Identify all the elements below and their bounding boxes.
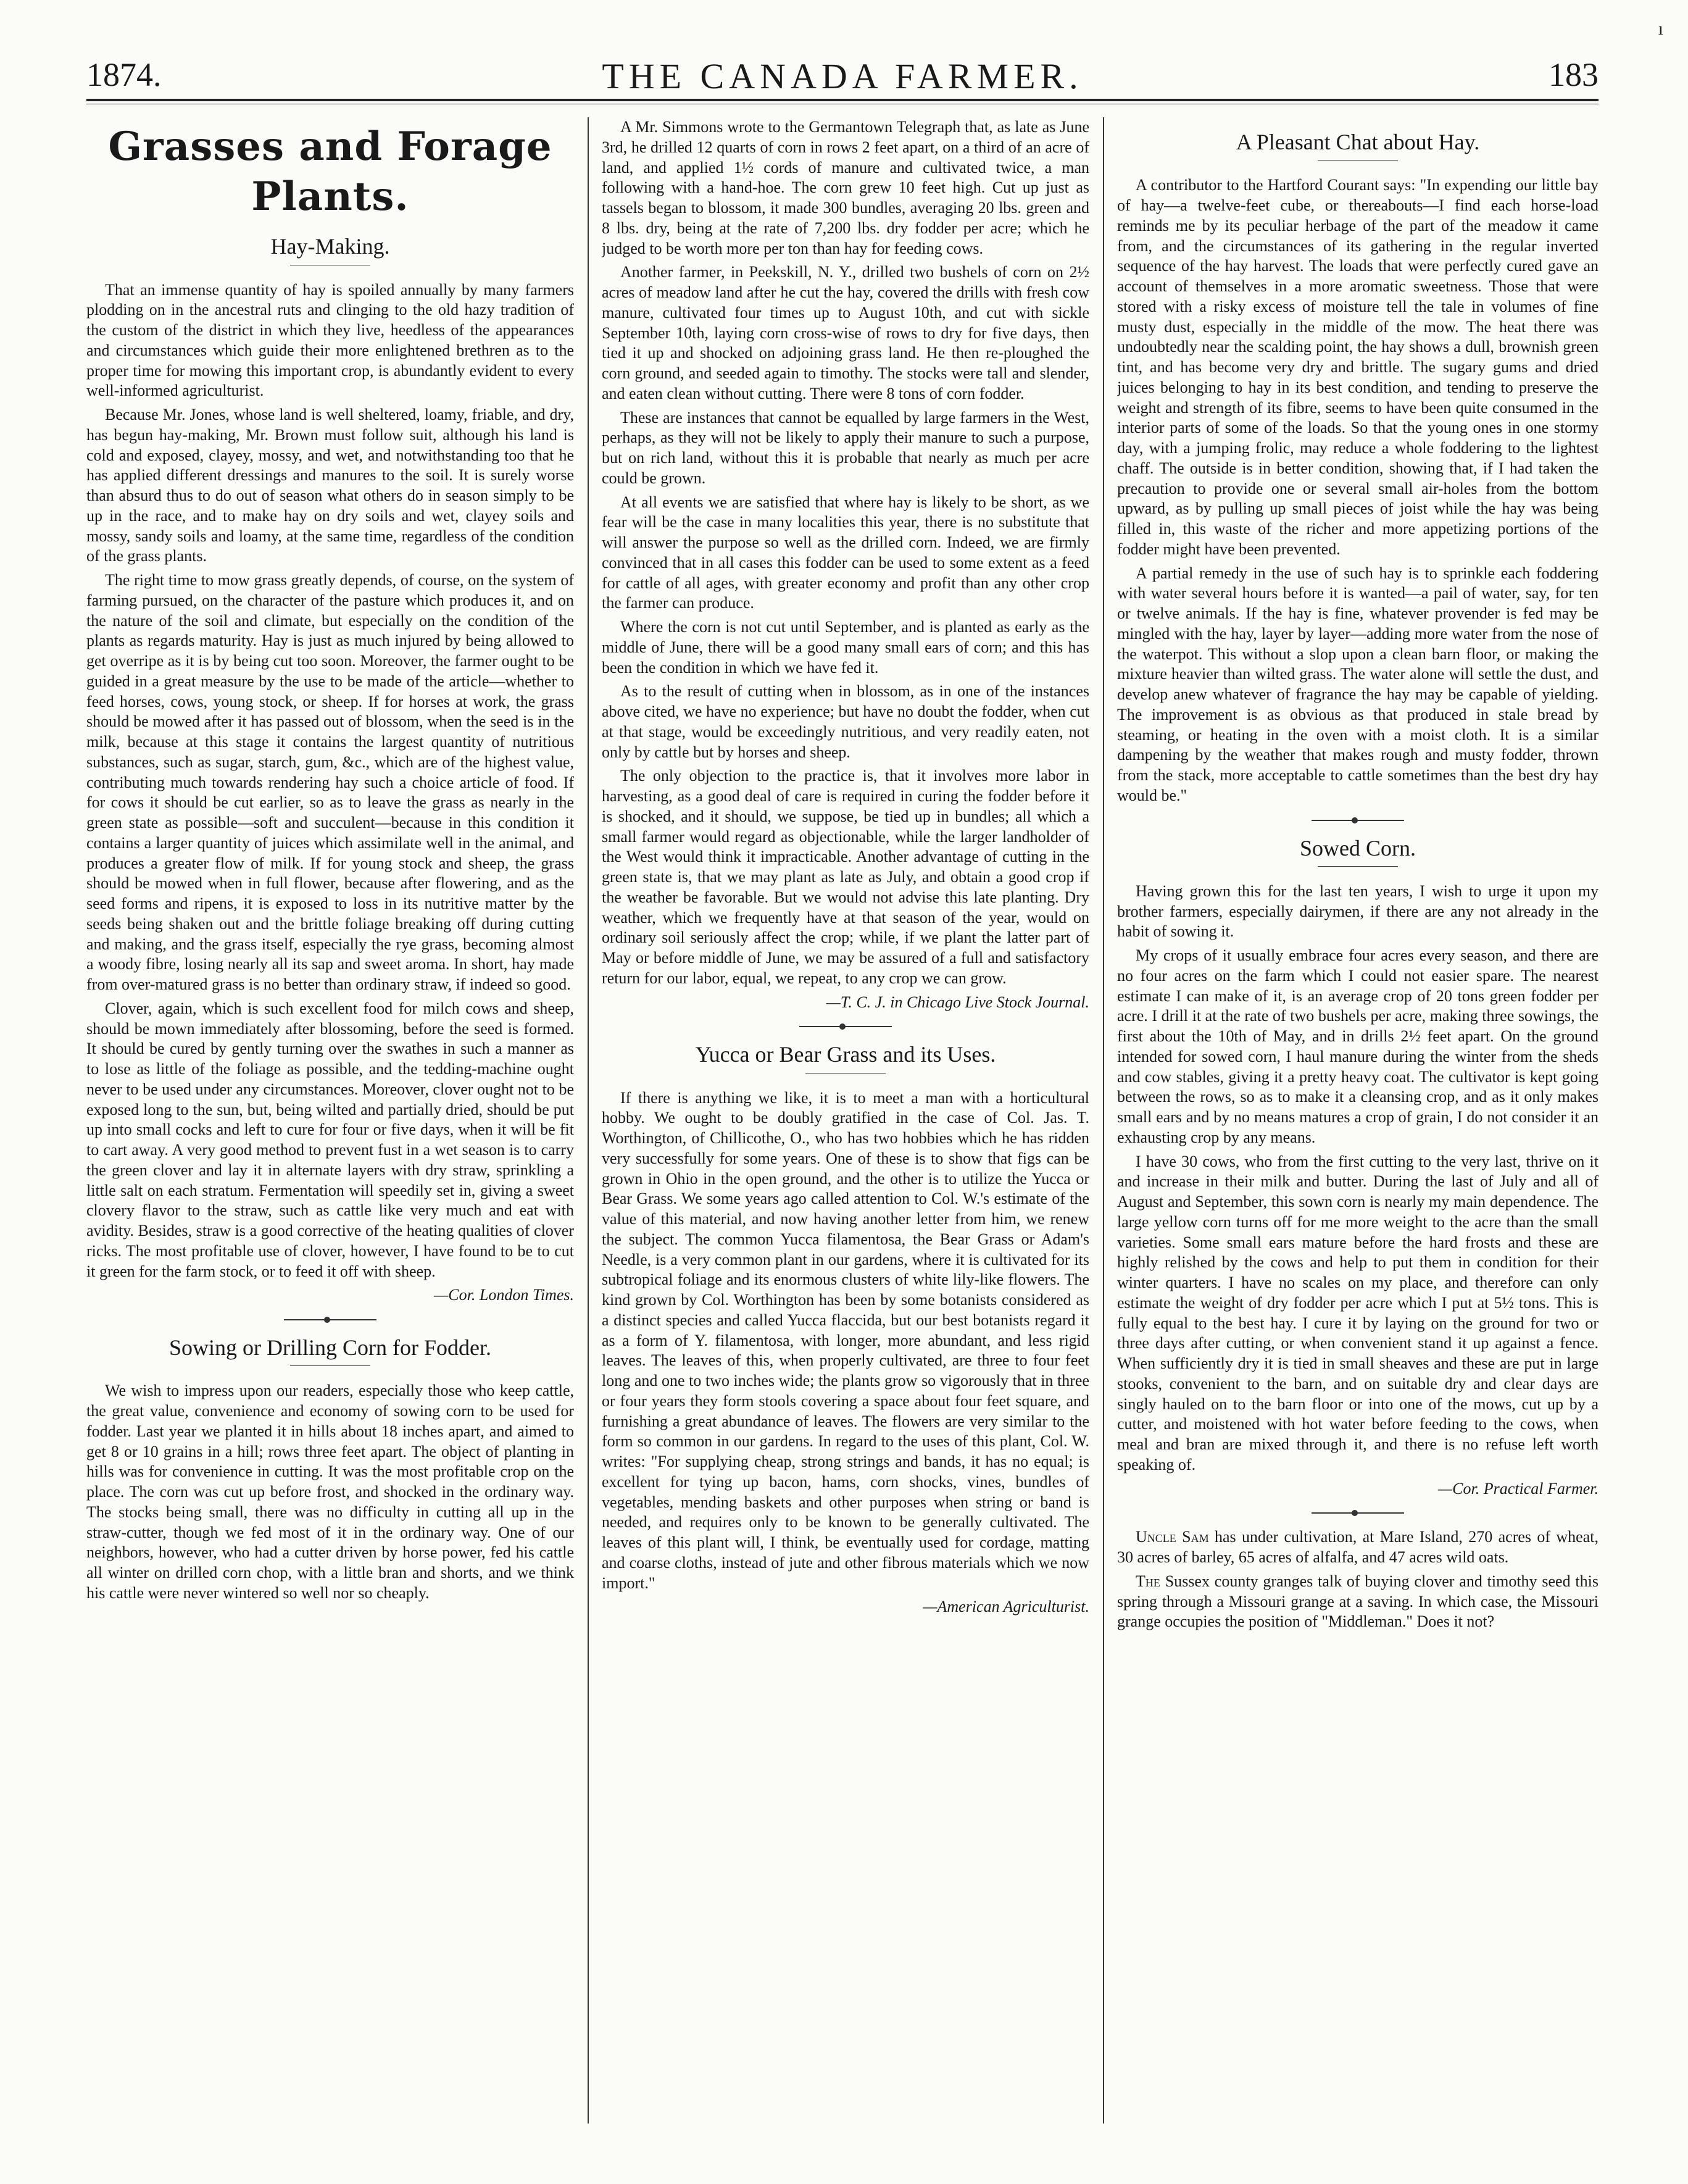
paragraph: Another farmer, in Peekskill, N. Y., drilled two bushels of corn on 2½ acres of meadow land after he cut the hay, covered the drills with fresh cow manure, cultivated four times up to August 10th, and cut with sickle September 10th, laying corn cross-wise of rows to dry for five days, then tied it up and shocked on adjoining grass land. He then re-ploughed the corn ground, and seeded again to timothy. The stocks were tall and slender, and eaten clean without cutting. There were 8 tons of corn fodder. [602,263,1089,402]
column-rule-2 [1103,117,1104,2124]
paragraph: Where the corn is not cut until September, and is planted as early as the middle of June, there will be a good many small ears of corn; and this has been the condition in which we have fed it. [602,618,1089,677]
paragraph: The right time to mow grass greatly depends, of course, on the system of farming pursued, on the character of the pasture which produces it, and on the nature of the soil and climate, but especially on the condition of the plants as regards maturity. Hay is just as much injured by being allowed to get overripe as it is by being cut too soon. Moreover, the farmer ought to be guided in a great measure by the use to be made of the article—whether to feed horses, cows, young stock, or sheep. If for horses at work, the grass should be mowed after it has passed out of blossom, when the seed is in the milk, because at this stage it contains the largest quantity of nutritious substances, such as sugar, starch, gum, &c., which are of the highest value, contributing much towards rendering hay such a choice article of food. If for cows it should be cut earlier, so as to leave the grass as nearly in the green state as possible—soft and succulent—because in this condition it contains a larger quantity of juices which assimilate well in the animal, and produces a greater flow of milk. If for young stock and sheep, the grass should be mowed when in full flower, because after flowering, and as the seed forms and ripens, it is exposed to loss in its nutritive matter by the seeds being shaken out and the brittle foliage breaking off during cutting and making, and the grass itself, especially the rye grass, becoming almost a woody fibre, losing nearly all its sap and sweet aroma. In short, hay made from over-matured grass is no better than ordinary straw, if indeed so good. [86,571,574,994]
header-page-number: 183 [1549,56,1599,93]
header-year: 1874. [86,56,162,93]
article-signature: —Cor. London Times. [434,1286,574,1304]
column-1 [86,117,574,2124]
article-divider [1312,1512,1404,1514]
title-rule [1318,866,1398,867]
paragraph: My crops of it usually embrace four acres every season, and there are no four acres on the farm which I could not easier spare. The nearest estimate I can make of it, is an average crop of 20 tons green fodder per acre. I drill it at the rate of two bushels per acre, making three sowings, the first about the 10th of May, and in drills 2½ feet apart. On the ground intended for sowed corn, I haul manure during the winter from the sheds and cow stables, giving it a pretty heavy coat. The cultivator is kept going between the rows, so as to make it a cleansing crop, and as it only makes small ears and by no means matures a crop of grain, I do not consider it an exhausting crop by any means. [1117,946,1599,1146]
paragraph: A contributor to the Hartford Courant says: "In expending our little bay of hay—a twelve-feet cube, or thereabouts—I find each horse-load reminds me by its peculiar herbage of the part of the meadow it came from, and the circumstances of its gathering in the regular inverted sequence of the hay harvest. The loads that were perfectly cured gave an account of themselves in a more aromatic sweetness. Those that were stored with a risky excess of moisture tell the tale in volumes of fine musty dust, especially in the middle of the mow. The heat there was undoubtedly near the scalding point, the hay shows a dull, brownish green tint, and has become very dry and brittle. The sugary gums and dried juices belonging to hay in its best condition, and tending to preserve the weight and strength of its fibre, seems to have been quite consumed in the interior parts of some of the loads. So that the young ones in one stormy day, with a jumping frolic, may reduce a whole foddering to the lightest chaff. The outside is in better condition, showing that, if I had taken the precaution to provide one or several small air-holes from the bottom upward, as by pulling up small pieces of joist while the hay was being filled in, this waste of the richer and more appetizing portions of the fodder might have been prevented. [1117,176,1599,558]
paragraph: A Mr. Simmons wrote to the Germantown Telegraph that, as late as June 3rd, he drilled 12 quarts of corn in rows 2 feet apart, on a third of an acre of land, and applied 1½ cords of manure and cultivated twice, a man following with a hand-hoe. The corn grew 10 feet high. Cut up just as tassels began to blossom, it made 300 bundles, averaging 20 lbs. green and 8 lbs. dry, being at the rate of 7,200 lbs. dry fodder per acre; which he judged to be worth more per ton than hay for feeding cows. [602,118,1089,257]
article-signature: —Cor. Practical Farmer. [1438,1479,1599,1498]
paragraph: A partial remedy in the use of such hay is to sprinkle each foddering with water several hours before it is wanted—a pail of water, say, for ten or twelve animals. If the hay is fine, whatever provender is fed may be mingled with the hay, layer by layer—adding more water from the nose of the waterpot. This without a slop upon a clean barn floor, or making the mixture heavier than wilted grass. The water alone will settle the dust, and develop anew whatever of fragrance the hay may be capable of yielding. The improvement is as obvious as that produced in stale bread by steaming, or heating in the oven with a moist cloth. It is a similar dampening by the weather that makes rough and musty fodder, thrown from the stack, more acceptable to cattle sometimes than the best dry hay would be." [1117,564,1599,804]
paragraph: These are instances that cannot be equalled by large farmers in the West, perhaps, as they will not be likely to apply their manure to such a purpose, but on rich land, without this it is probable that nearly as much per acre could be grown. [602,408,1089,487]
section-title: Grasses and Forage Plants. [108,123,552,220]
paragraph: As to the result of cutting when in blossom, as in one of the instances above cited, we have no experience; but have no doubt the fodder, when cut at that stage, would be exceedingly nutritious, and very readily eaten, not only by cattle but by horses and sheep. [602,682,1089,761]
title-rule [290,1365,370,1366]
article-title-sowing-corn: Sowing or Drilling Corn for Fodder. [169,1335,491,1361]
article-divider [284,1319,376,1320]
header-rule [86,99,1599,101]
article-title-pleasant-chat: A Pleasant Chat about Hay. [1236,130,1480,154]
article-signature: —American Agriculturist. [923,1598,1089,1616]
paragraph: Because Mr. Jones, whose land is well sheltered, loamy, friable, and dry, has begun hay-making, Mr. Brown must follow suit, although his land is cold and exposed, clayey, mossy, and wet, and notwithstanding too that he has applied different dressings and manures to the soil. It is surely worse than absurd thus to do out of season what others do in season simply to be up in the race, and to make hay on dry soils and wet, clayey soils and mossy, sandy soils and loamy, at the same time, regardless of the condition of the grass plants. [86,406,574,565]
article-signature: —T. C. J. in Chicago Live Stock Journal. [826,993,1089,1011]
paragraph: At all events we are satisfied that where hay is likely to be short, as we fear will be the case in many localities this year, there is no substitute that will answer the purpose so well as the drilled corn. Indeed, we are firmly convinced that in all cases this fodder can be used to some extent as a feed for cattle of all ages, with greater economy and profit than any other crop the farmer can produce. [602,493,1089,612]
news-note-lead: Uncle Sam [1136,1528,1209,1546]
paragraph: I have 30 cows, who from the first cutting to the very last, thrive on it and increase in their milk and butter. During the last of July and all of August and September, this sown corn is nearly my main dependence. The large yellow corn turns off for me more weight to the acre than the small varieties. Some small ears mature before the hard frosts and these are highly relished by the cows and help to put them in condition for their winter quarters. I have no scales on my place, and therefore can only estimate the weight of dry fodder per acre which I put at 5½ tons. This is fully equal to the best hay. I cure it by laying on the ground for two or three days after cutting, or when convenient stand it up against a fence. When sufficiently dry it is tied in small sheaves and these are put in large stooks, convenient to the barn, and on suitable dry and clear days are singly hauled on to the barn floor or into one of the mows, cut up by a cutter, and moistened with hot water before feeding to the cows, when meal and bran are mixed through it, and there is no refuse left worth speaking of. [1117,1152,1599,1473]
paragraph: Having grown this for the last ten years, I wish to urge it upon my brother farmers, especially dairymen, if there are any not already in the habit of sowing it. [1117,882,1599,941]
paragraph: The only objection to the practice is, that it involves more labor in harvesting, as a good deal of care is required in curing the fodder before it is shocked, and it should, we suppose, be tied up in bundles; all which a small farmer would regard as objectionable, while the larger landholder of the West would think it impracticable. Another advantage of cutting in the green state is, that we may plant as late as July, and obtain a good crop if the weather be favorable. But we would not advise this late planting. Dry weather, which we frequently have at that season of the year, would on ordinary soil seriously affect the crop; while, if we plant the latter part of May or before middle of June, we may be assured of a full and satisfactory return for our labor, equal, we repeat, to any crop we can grow. [602,767,1089,987]
paragraph: We wish to impress upon our readers, especially those who keep cattle, the great value, convenience and economy of sowing corn to be used for fodder. Last year we planted it in hills about 18 inches apart, and aimed to get 8 or 10 grains in a hill; rows three feet apart. The object of planting in hills was for convenience in cutting. It was the most profitable crop on the place. The corn was cut up before frost, and shocked in the ordinary way. The stocks being small, there was no difficulty in cutting all up in the straw-cutter, though we fed most of it in the ordinary way. One of our neighbors, however, who had a cutter driven by horse power, fed his cattle all winter on drilled corn chop, with a little bran and shorts, and we think his cattle were never wintered so well nor so cheaply. [86,1382,574,1602]
news-note-lead: The [1136,1572,1160,1590]
news-note [1117,1527,1599,1568]
news-note [1117,1572,1599,1632]
news-note-text: has under cultivation, at Mare Island, 270 acres of wheat, 30 acres of barley, 65 acres of alfalfa, and 47 acres wild oats. [1117,1528,1599,1567]
paragraph: That an immense quantity of hay is spoiled annually by many farmers plodding on in the ancestral ruts and clinging to the old hazy tradition of the custom of the district in which they live, heedless of the appearances and circumstances which guide their more enlightened brethren as to the proper time for mowing this important crop, is abundantly evident to every well-informed agriculturist. [86,280,574,400]
article-divider [799,1026,892,1027]
article-title-hay-making: Hay-Making. [270,234,390,259]
article-divider [1312,820,1404,821]
header-title: THE CANADA FARMER. [602,56,1083,96]
column-2 [602,117,1089,2124]
news-note-text: Sussex county granges talk of buying clover and timothy seed this spring through a Missouri grange at a saving. In which case, the Missouri grange occupies the position of "Middleman." Does it not? [1117,1572,1599,1631]
article-title-sowed-corn: Sowed Corn. [1300,835,1416,861]
article-title-yucca: Yucca or Bear Grass and its Uses. [695,1042,996,1067]
paragraph: Clover, again, which is such excellent food for milch cows and sheep, should be mown immediately after blossoming, before the seed is formed. It should be cured by gently turning over the swathes in such a manner as to lose as little of the foliage as possible, and the tedding-machine ought never to be used under any circumstances. Moreover, clover ought not to be exposed long to the sun, but, being wilted and partially dried, should be put up into small cocks and left to cure for four or five days, when it will be fit to cart away. A very good method to prevent fust in a wet season is to carry the green clover and lay it in alternate layers with dry straw, sprinkling a little salt on each stratum. Fermentation will speedily set in, giving a sweet clovery flavor to the straw, such as cattle like very much and eat with avidity. Besides, straw is a good corrective of the heating qualities of clover ricks. The most profitable use of clover, however, I have found to be to cut it green for the farm stock, or to feed it off with sheep. [86,999,574,1280]
corner-mark: ı [1658,19,1663,39]
column-3 [1117,117,1599,2124]
paragraph: If there is anything we like, it is to meet a man with a horticultural hobby. We ought to be doubly gratified in the case of Col. Jas. T. Worthington, of Chillicothe, O., who has two hobbies which he has ridden very successfully for some years. One of these is to show that figs can be grown in Ohio in the open ground, and the other is to utilize the Yucca or Bear Grass. We some years ago called attention to Col. W.'s estimate of the value of this material, and now having another letter from him, we renew the subject. The common Yucca filamentosa, the Bear Grass or Adam's Needle, is a very common plant in our gardens, where it is cultivated for its subtropical foliage and its enormous clusters of white lily-like flowers. The kind grown by Col. Worthington has been by some botanists considered as a distinct species and called Yucca flaccida, but our best botanists regard it as a form of Y. filamentosa, with longer, more abundant, and less rigid leaves. The leaves of this, when properly cultivated, are three to four feet long and one to two inches wide; the plants grow so vigorously that in three or four years they form stools covering a space about four feet square, and furnishing a great abundance of leaves. The flowers are very similar to the form so common in our gardens. In regard to the uses of this plant, Col. W. writes: "For supplying cheap, strong strings and bands, it has no equal; is excellent for tying up bacon, hams, corn shocks, vines, bundles of vegetables, mending baskets and other purposes when string or band is needed, and requires only to be known to be generally cultivated. The leaves of this plant will, I think, be eventually used for cordage, matting and coarse cloths, instead of jute and other fibrous materials which we now import." [602,1088,1089,1592]
column-rule-1 [588,117,589,2124]
